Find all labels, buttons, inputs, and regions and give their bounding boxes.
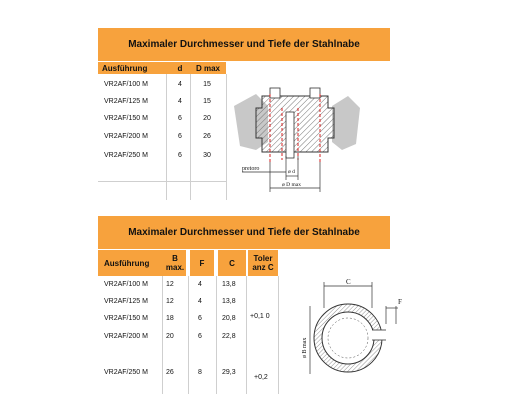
table2-header-tolerance: Toler anz C bbox=[248, 250, 278, 276]
ring-section-drawing bbox=[288, 278, 414, 382]
table2-row2-col1: VR2AF/125 M bbox=[104, 297, 148, 305]
table2-row3-col1: VR2AF/150 M bbox=[104, 314, 148, 322]
table2-title: Maximaler Durchmesser und Tiefe der Stahlnabe bbox=[98, 216, 390, 249]
table2-row2-col3: 4 bbox=[198, 297, 202, 305]
table2-row2-col4: 13,8 bbox=[222, 297, 236, 305]
table1-row4-col2: 6 bbox=[178, 132, 182, 140]
table2-header-f: F bbox=[190, 250, 214, 276]
table2-row1-col1: VR2AF/100 M bbox=[104, 280, 148, 288]
table2-grid bbox=[188, 276, 189, 394]
table2-row3-col3: 6 bbox=[198, 314, 202, 322]
table1-row5-col3: 30 bbox=[203, 151, 211, 159]
hub-section-drawing bbox=[232, 84, 362, 196]
table2-row5-col3: 8 bbox=[198, 368, 202, 376]
table2-grid bbox=[162, 276, 163, 394]
table2-header-execution: Ausführung bbox=[98, 250, 166, 276]
table1-row2-col3: 15 bbox=[203, 97, 211, 105]
table2-grid bbox=[216, 276, 217, 394]
table2-row3-col2: 18 bbox=[166, 314, 174, 322]
table2-tolerance-2: +0,2 bbox=[254, 373, 268, 381]
table1-title: Maximaler Durchmesser und Tiefe der Stahlnabe bbox=[98, 28, 390, 61]
dimension-b-label: ø B max bbox=[302, 337, 308, 358]
table2-grid bbox=[278, 276, 279, 394]
bore-diameter-label: ø d bbox=[288, 169, 295, 175]
table1-row2-col2: 4 bbox=[178, 97, 182, 105]
table1-header-execution: Ausführung bbox=[98, 62, 170, 74]
table1-row1-col2: 4 bbox=[178, 80, 182, 88]
table1-row3-col2: 6 bbox=[178, 114, 182, 122]
table2-row4-col3: 6 bbox=[198, 332, 202, 340]
dimension-c-label: C bbox=[346, 278, 351, 286]
table1-grid bbox=[226, 74, 227, 200]
table1-row5-col2: 6 bbox=[178, 151, 182, 159]
dimension-f-label: F bbox=[398, 298, 402, 306]
table1-grid bbox=[98, 181, 226, 182]
table2-row1-col4: 13,8 bbox=[222, 280, 236, 288]
table2-row3-col4: 20,8 bbox=[222, 314, 236, 322]
table1-header-d: d bbox=[170, 62, 190, 74]
table2-row4-col4: 22,8 bbox=[222, 332, 236, 340]
max-diameter-label: ø D max bbox=[282, 182, 301, 188]
table2-row4-col2: 20 bbox=[166, 332, 174, 340]
table1-row1-col3: 15 bbox=[203, 80, 211, 88]
table2-row5-col1: VR2AF/250 M bbox=[104, 368, 148, 376]
table1-row4-col3: 26 bbox=[203, 132, 211, 140]
table1-row4-col1: VR2AF/200 M bbox=[104, 132, 148, 140]
table2-header-bmax: B max. bbox=[164, 250, 186, 276]
table1-row5-col1: VR2AF/250 M bbox=[104, 151, 148, 159]
table2-row1-col2: 12 bbox=[166, 280, 174, 288]
table2-row5-col2: 26 bbox=[166, 368, 174, 376]
table2-grid bbox=[246, 276, 247, 394]
table1-row3-col3: 20 bbox=[203, 114, 211, 122]
table2-header-c: C bbox=[218, 250, 246, 276]
table2-tolerance-1: +0,1 0 bbox=[250, 312, 270, 320]
table2-row1-col3: 4 bbox=[198, 280, 202, 288]
table1-row2-col1: VR2AF/125 M bbox=[104, 97, 148, 105]
pretoro-label: pretoro bbox=[242, 166, 260, 172]
table2-row2-col2: 12 bbox=[166, 297, 174, 305]
table1-row1-col1: VR2AF/100 M bbox=[104, 80, 148, 88]
table2-row5-col4: 29,3 bbox=[222, 368, 236, 376]
table2-row4-col1: VR2AF/200 M bbox=[104, 332, 148, 340]
table1-row3-col1: VR2AF/150 M bbox=[104, 114, 148, 122]
table1-header-dmax: D max bbox=[190, 62, 226, 74]
